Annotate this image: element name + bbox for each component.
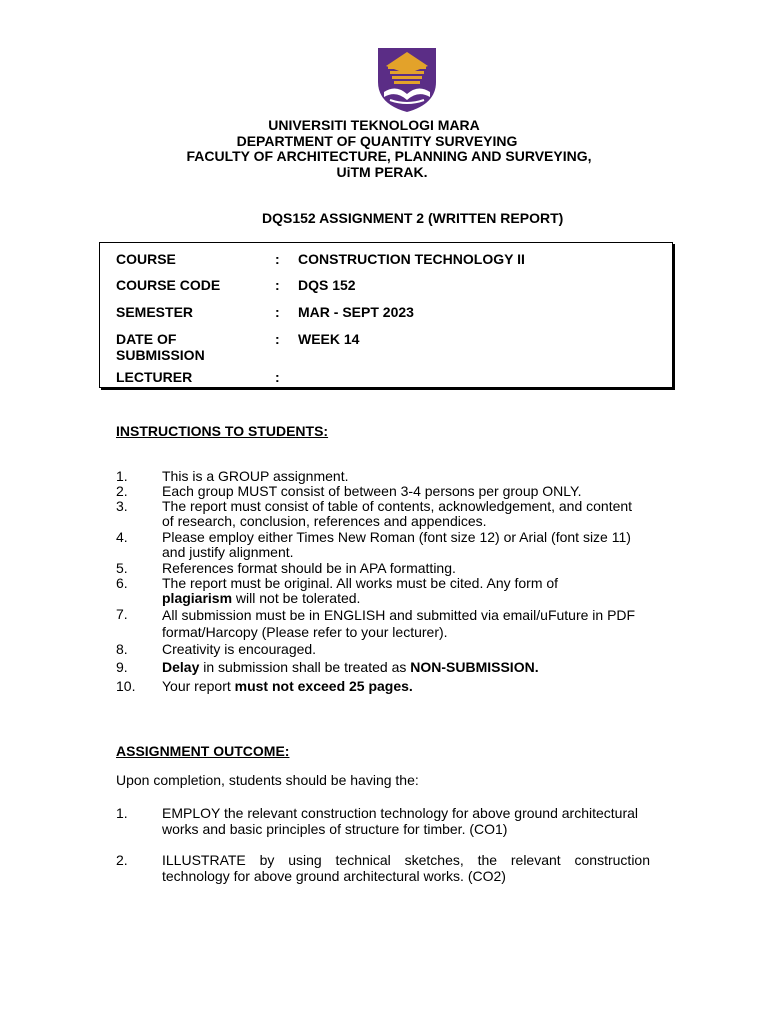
department-name: DEPARTMENT OF QUANTITY SURVEYING [236, 132, 518, 149]
item-text-line: format/Harcopy (Please refer to your lecturer). [162, 624, 448, 640]
item-text: This is a GROUP assignment. [162, 468, 349, 484]
item-text [162, 660, 654, 675]
item-emphasis: NON-SUBMISSION. [410, 659, 539, 675]
item-text-line: in submission shall be treated as [199, 659, 411, 675]
item-number: 7. [116, 606, 128, 622]
course-value: CONSTRUCTION TECHNOLOGY II [298, 251, 525, 267]
item-emphasis: plagiarism [162, 590, 233, 607]
item-emphasis: Delay [162, 659, 200, 675]
item-number: 6. [116, 575, 128, 591]
date-label [116, 332, 256, 363]
item-text [162, 607, 654, 641]
university-name: UNIVERSITI TEKNOLOGI MARA [268, 117, 480, 133]
item-text [162, 805, 650, 837]
faculty-name: FACULTY OF ARCHITECTURE, PLANNING AND SURVEYING, [186, 148, 592, 164]
colon: : [275, 369, 280, 385]
item-text [162, 530, 654, 560]
colon: : [275, 277, 280, 293]
item-text-line: EMPLOY the relevant construction technology for above ground architectural [162, 805, 639, 821]
semester-value: MAR - SEPT 2023 [298, 304, 414, 320]
item-text-line: ILLUSTRATE by using technical sketches, the relevant construction [162, 852, 650, 868]
item-text-line: Please employ either Times New Roman (font size 12) or Arial (font size 11) [162, 529, 631, 545]
date-label-line2: SUBMISSION [116, 346, 205, 363]
item-text-line: technology for above ground architectural works. (CO2) [162, 868, 506, 884]
outcome-heading: ASSIGNMENT OUTCOME: [116, 743, 290, 759]
colon: : [275, 251, 280, 267]
item-text-line: works and basic principles of structure for timber. (CO1) [162, 821, 508, 837]
item-text [162, 499, 654, 529]
item-number: 9. [116, 659, 128, 675]
item-number: 4. [116, 529, 128, 545]
lecturer-label: LECTURER [116, 369, 193, 385]
colon: : [275, 304, 280, 320]
date-label-line1: DATE OF [116, 331, 177, 347]
campus-name: UiTM PERAK. [336, 163, 428, 180]
course-label: COURSE [116, 251, 176, 267]
item-text-line: The report must consist of table of contents, acknowledgement, and content [162, 498, 633, 514]
item-number: 1. [116, 468, 128, 484]
code-value: DQS 152 [298, 277, 356, 293]
item-text [162, 852, 650, 884]
item-text [162, 576, 654, 606]
semester-label: SEMESTER [116, 304, 194, 320]
item-number: 2. [116, 852, 128, 868]
item-text-line: of research, conclusion, references and appendices. [162, 513, 487, 530]
item-text: Creativity is encouraged. [162, 641, 317, 657]
document-header [0, 118, 768, 180]
item-text [162, 679, 654, 694]
course-info-box [99, 242, 673, 388]
item-emphasis: must not exceed 25 pages. [234, 678, 413, 694]
item-number: 5. [116, 560, 128, 576]
item-text-line: will not be tolerated. [232, 590, 361, 607]
item-number: 8. [116, 641, 128, 657]
item-number: 10. [116, 678, 136, 694]
item-text: References format should be in APA formatting. [162, 560, 456, 576]
item-text-line: and justify alignment. [162, 544, 294, 561]
colon: : [275, 331, 280, 347]
assignment-title: DQS152 ASSIGNMENT 2 (WRITTEN REPORT) [262, 210, 564, 226]
outcome-intro: Upon completion, students should be having the: [116, 772, 419, 788]
item-text-line: The report must be original. All works must be cited. Any form of [162, 575, 559, 591]
item-number: 1. [116, 805, 128, 821]
item-text-line: All submission must be in ENGLISH and submitted via email/uFuture in PDF [162, 607, 636, 623]
item-text-line: Your report [162, 678, 235, 694]
instructions-heading: INSTRUCTIONS TO STUDENTS: [116, 423, 329, 439]
uitm-crest-logo [376, 44, 438, 114]
date-value: WEEK 14 [298, 331, 360, 347]
item-text: Each group MUST consist of between 3-4 persons per group ONLY. [162, 483, 582, 499]
item-number: 3. [116, 498, 128, 514]
code-label: COURSE CODE [116, 277, 221, 293]
item-number: 2. [116, 483, 128, 499]
